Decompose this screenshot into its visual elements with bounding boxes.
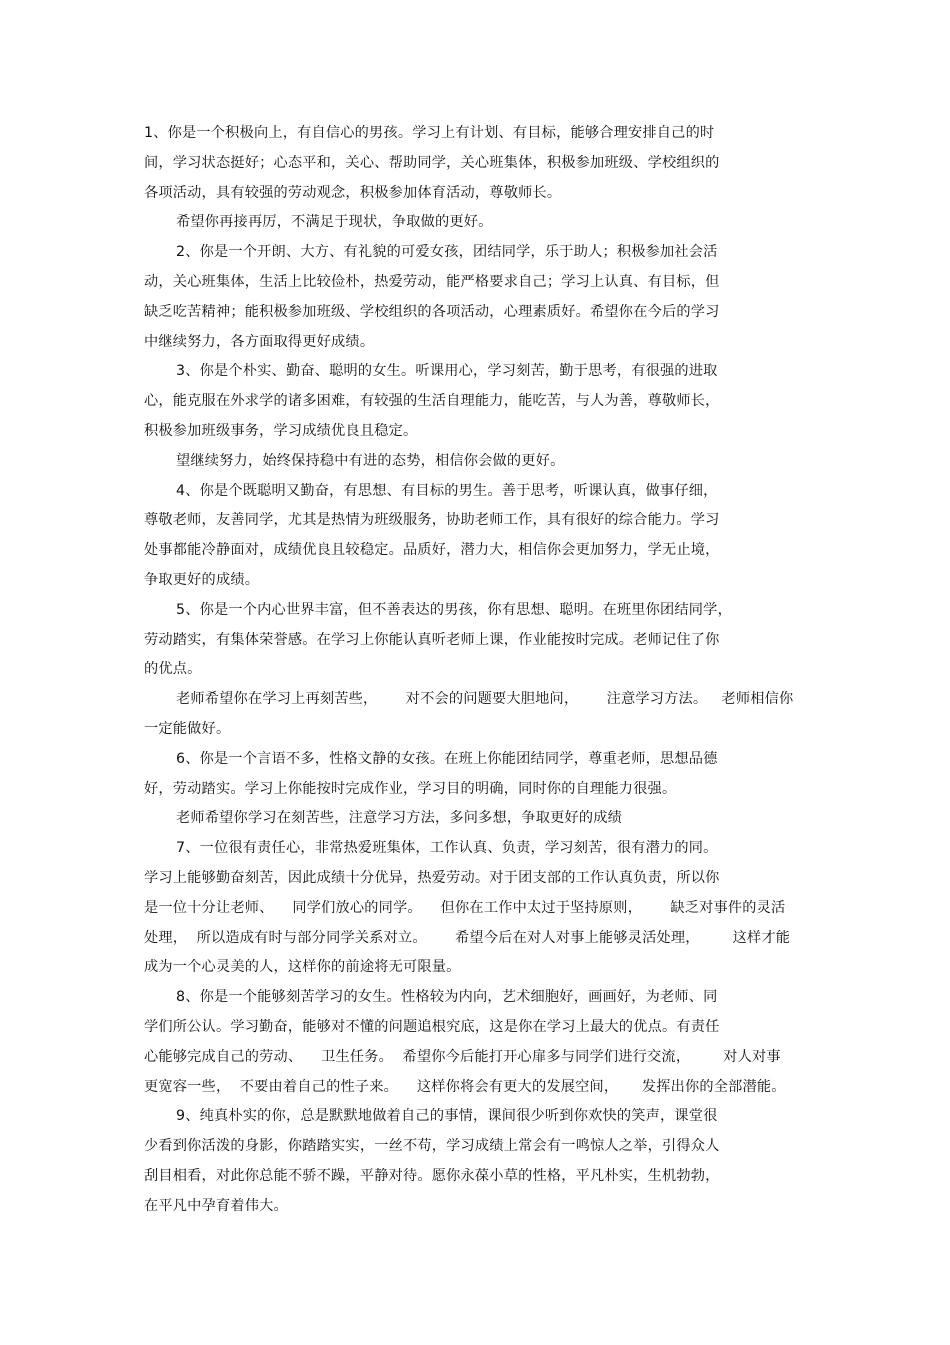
text-line: 9、纯真朴实的你，总是默默地做着自己的事情，课间很少听到你欢快的笑声，课堂很 <box>176 1108 718 1125</box>
text-line: 缺乏吃苦精神；能积极参加班级、学校组织的各项活动，心理素质好。希望你在今后的学习 <box>144 303 720 320</box>
text-line: 是一位十分让老师、 同学们放心的同学。 但你在工作中太过于坚持原则， 缺乏对事件的灵活 <box>144 899 786 916</box>
text-line: 成为一个心灵美的人，这样你的前途将无可限量。 <box>144 959 461 976</box>
text-line: 尊敬老师，友善同学，尤其是热情为班级服务，协助老师工作，具有很好的综合能力。学习 <box>144 512 720 529</box>
text-line: 刮目相看，对此你总能不骄不躁，平静对待。愿你永葆小草的性格，平凡朴实，生机勃勃， <box>144 1168 720 1184</box>
text-line: 6、你是一个言语不多，性格文静的女孩。在班上你能团结同学，尊重老师，思想品德 <box>176 750 718 767</box>
text-line: 处事都能冷静面对，成绩优良且较稳定。品质好，潜力大，相信你会更加努力，学无止境， <box>144 542 720 559</box>
text-line: 间，学习状态挺好；心态平和，关心、帮助同学，关心班集体，积极参加班级、学校组织的 <box>144 154 720 171</box>
text-line: 积极参加班级事务，学习成绩优良且稳定。 <box>144 423 418 439</box>
text-line: 心能够完成自己的劳动、 卫生任务。 希望你今后能打开心扉多与同学们进行交流， 对人对事 <box>144 1048 781 1065</box>
text-line: 各项活动，具有较强的劳动观念，积极参加体育活动，尊敬师长。 <box>144 184 562 201</box>
text-line: 更宽容一些， 不要由着自己的性子来。 这样你将会有更大的发展空间， 发挥出你的全部潜能。 <box>144 1078 786 1095</box>
text-line: 8、你是一个能够刻苦学习的女生。性格较为内向，艺术细胞好，画画好，为老师、同 <box>176 989 718 1006</box>
text-line: 少看到你活泼的身影，你踏踏实实，一丝不苟，学习成绩上常会有一鸣惊人之举，引得众人 <box>144 1138 720 1155</box>
text-line: 5、你是一个内心世界丰富，但不善表达的男孩，你有思想、聪明。在班里你团结同学， <box>176 601 732 618</box>
text-line: 一定能做好。 <box>144 721 231 737</box>
text-line: 心，能克服在外求学的诸多困难，有较强的生活自理能力，能吃苦，与人为善，尊敬师长， <box>144 393 720 410</box>
text-line: 老师希望你学习在刻苦些，注意学习方法，多问多想，争取更好的成绩 <box>176 810 623 827</box>
text-line: 动，关心班集体，生活上比较俭朴，热爱劳动，能严格要求自己；学习上认真、有目标，但 <box>144 274 720 290</box>
text-line: 处理， 所以造成有时与部分同学关系对立。 希望今后在对人对事上能够灵活处理， 这样才能 <box>144 929 791 946</box>
text-line: 2、你是一个开朗、大方、有礼貌的可爱女孩，团结同学，乐于助人；积极参加社会活 <box>176 244 718 261</box>
text-line: 1、你是一个积极向上，有自信心的男孩。学习上有计划、有目标，能够合理安排自己的时 <box>144 125 715 141</box>
text-line: 在平凡中孕育着伟大。 <box>144 1197 288 1214</box>
text-line: 中继续努力，各方面取得更好成绩。 <box>144 333 375 350</box>
text-line: 学习上能够勤奋刻苦，因此成绩十分优异，热爱劳动。对于团支部的工作认真负责，所以你 <box>144 870 720 886</box>
text-line: 4、你是个既聪明又勤奋，有思想、有目标的男生。善于思考，听课认真，做事仔细， <box>176 482 718 499</box>
text-line: 望继续努力，始终保持稳中有进的态势，相信你会做的更好。 <box>176 452 565 469</box>
text-line: 的优点。 <box>144 661 202 678</box>
text-line: 好，劳动踏实。学习上你能按时完成作业，学习目的明确，同时你的自理能力很强。 <box>144 780 677 797</box>
text-line: 老师希望你在学习上再刻苦些， 对不会的问题要大胆地问， 注意学习方法。 老师相信你 <box>176 691 794 708</box>
text-line: 学们所公认。学习勤奋，能够对不懂的问题追根究底，这是你在学习上最大的优点。有责任 <box>144 1019 720 1035</box>
text-line: 争取更好的成绩。 <box>144 572 260 588</box>
text-line: 希望你再接再厉，不满足于现状，争取做的更好。 <box>176 214 493 231</box>
text-line: 3、你是个朴实、勤奋、聪明的女生。听课用心，学习刻苦，勤于思考，有很强的进取 <box>176 363 718 380</box>
text-line: 劳动踏实，有集体荣誉感。在学习上你能认真听老师上课，作业能按时完成。老师记住了你 <box>144 631 720 648</box>
text-line: 7、一位很有责任心，非常热爱班集体，工作认真、负责，学习刻苦，很有潜力的同。 <box>176 840 718 857</box>
